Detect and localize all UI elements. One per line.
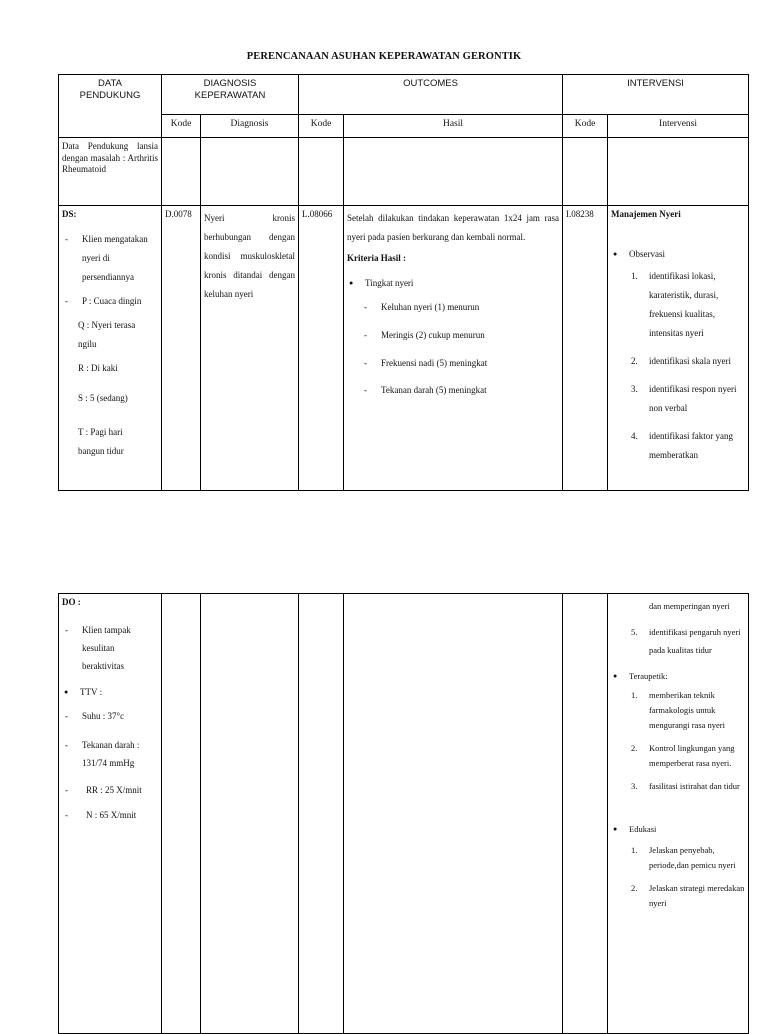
outcome-item: - Frekuensi nadi (5) meningkat [361,358,559,370]
terapeutik-item-text: memberikan teknik farmakologis untuk mengurangi rasa nyeri [649,690,725,731]
intervensi-continued-text: dan memperingan nyeri [649,601,730,611]
empty-cell [162,594,201,1034]
ds-pqrst: T : Pagi hari bangun tidur [78,426,124,456]
outcome-item: - Keluhan nyeri (1) menurun [361,302,559,314]
intervensi-continued [608,594,749,1034]
empty-cell [299,138,344,206]
empty-cell [563,138,608,206]
outcome-code: L.08066 [299,206,344,491]
care-plan-table [58,74,749,491]
document-title: PERENCANAAN ASUHAN KEPERAWATAN GERONTIK [246,51,522,62]
ds-pqrst: S : 5 (sedang) [78,393,128,404]
ds-item: - Klien mengatakan nyeri di persendiannya [62,230,158,287]
care-plan-table-continued [58,593,749,1034]
intro-cell: Data Pendukung lansia dengan masalah : Arthritis Rheumatoid [59,138,162,206]
diagnosis-code: D.0078 [162,206,201,491]
edukasi-label: ● Edukasi [611,824,745,835]
observasi-item-text: identifikasi faktor yang memberatkan [649,431,734,461]
header-intervensi: INTERVENSI [563,75,749,115]
observasi-item-text: identifikasi lokasi, karateristik, durasi, frekuensi kualitas, intensitas nyeri [649,271,719,339]
vital-item: - Tekanan darah : 131/74 mmHg [62,736,158,772]
edukasi-item: 2. Jelaskan strategi meredakan nyeri [631,883,745,909]
vital-item: - Suhu : 37°c [62,711,158,723]
outcome-item: - Meringis (2) cukup menurun [361,330,559,342]
outcome-item: - Tekanan darah (5) meningkat [361,385,559,397]
empty-cell [299,594,344,1034]
observasi-item-text: identifikasi pengaruh nyeri pada kualitas tidur [649,627,741,655]
empty-cell [201,594,299,1034]
header-diagnosis-line2: KEPERAWATAN [194,90,266,102]
ds-cell [59,206,162,491]
terapeutik-item: 1. memberikan teknik farmakologis untuk mengurangi rasa nyeri [631,690,725,731]
observasi-item-text: identifikasi respon nyeri non verbal [649,384,737,414]
observasi-item: 1. identifikasi lokasi, karateristik, durasi, frekuensi kualitas, intensitas nyeri [631,271,719,339]
terapeutik-item: 2. Kontrol lingkungan yang memperberat rasa nyeri. [631,743,735,769]
empty-cell [563,594,608,1034]
observasi-item: 5. identifikasi pengaruh nyeri pada kualitas tidur [631,627,741,655]
vital-item: - N : 65 X/mnit [62,810,158,822]
kriteria-label: Kriteria Hasil : [347,253,406,263]
outcome-cell [344,206,563,491]
header-outcomes: OUTCOMES [299,75,563,115]
observasi-item: 3. identifikasi respon nyeri non verbal [631,384,737,414]
intervensi-title: Manajemen Nyeri [611,209,681,219]
observasi-item: 4. identifikasi faktor yang memberatkan [631,431,734,461]
terapeutik-item-text: fasilitasi istirahat dan tidur [649,781,740,792]
terapeutik-item: 3. fasilitasi istirahat dan tidur [631,781,740,792]
header-data-pendukung [59,75,162,138]
diagnosis-text: Nyeri kronis berhubungan dengan kondisi muskuloskletal kronis ditandai dengan keluhan nyeri [201,206,299,491]
ds-label: DS: [62,209,77,219]
terapeutik-item-text: Kontrol lingkungan yang memperberat rasa nyeri. [649,743,735,769]
intervensi-cell [608,206,749,491]
header-diagnosis-line1: DIAGNOSIS [203,78,257,89]
edukasi-item-text: Jelaskan strategi meredakan nyeri [649,883,745,909]
header-data-line1: DATA [98,78,122,89]
empty-cell [344,138,563,206]
terapeutik-label: ● Teraupetik: [611,671,745,682]
empty-cell [608,138,749,206]
subheader-hasil: Hasil [344,115,563,138]
intervensi-code: I.08238 [563,206,608,491]
ds-item: - P : Cuaca dingin [62,296,158,308]
ds-pqrst: Q : Nyeri terasa ngilu [78,320,136,350]
ttv-label: ● TTV : [62,687,158,699]
vital-item: - RR : 25 X/mnit [62,785,158,797]
do-label: DO : [62,597,81,607]
subheader-intervensi: Intervensi [608,115,749,138]
empty-cell [162,138,201,206]
subheader-diagnosis: Diagnosis [201,115,299,138]
subheader-kode-intervensi: Kode [563,115,608,138]
observasi-label: ● Observasi [611,249,745,261]
header-data-line2: PENDUKUNG [79,90,141,102]
subheader-kode-diagnosis: Kode [162,115,201,138]
observasi-item-text: identifikasi skala nyeri [649,356,732,367]
do-item: - Klien tampak kesulitan beraktivitas [62,621,158,675]
header-diagnosis [162,75,299,115]
empty-cell [344,594,563,1034]
edukasi-item: 1. Jelaskan penyebab, periode,dan pemicu nyeri [631,845,736,871]
empty-cell [201,138,299,206]
do-cell [59,594,162,1034]
ds-pqrst: R : Di kaki [78,363,118,374]
tingkat-nyeri: ● Tingkat nyeri [347,278,559,290]
subheader-kode-outcome: Kode [299,115,344,138]
edukasi-item-text: Jelaskan penyebab, periode,dan pemicu nyeri [649,845,736,871]
observasi-item: 2. identifikasi skala nyeri [631,356,732,367]
outcome-text: Setelah dilakukan tindakan keperawatan 1x24 jam rasa nyeri pada pasien berkurang dan kembali normal. [347,213,560,242]
